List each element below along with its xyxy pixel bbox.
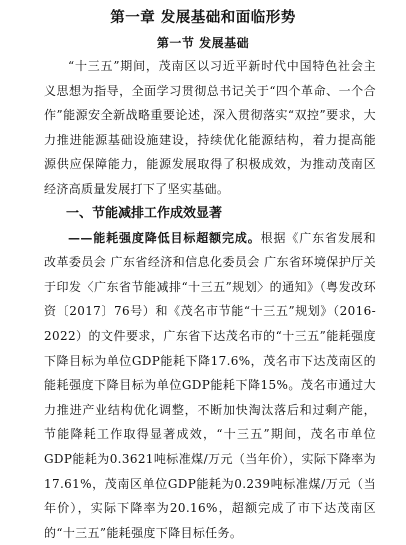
intro-paragraph: “十三五”期间，茂南区以习近平新时代中国特色社会主义思想为指导，全面学习贯彻总书记关于“四个革命、一个合作”能源安全新战略重要论述，深入贯彻落实“双控”要求，大力推进能源基础设施建设，持续优化能源结构，着力提高能源供应保障能力，能源发展取得了积极成效，为推动茂南区经济高质量发展打下了坚实基础。 bbox=[44, 59, 376, 196]
section-title: 第一节 发展基础 bbox=[156, 36, 250, 50]
heading-energy-saving: 一、节能减排工作成效显著 bbox=[66, 205, 223, 221]
body-paragraph bbox=[44, 226, 376, 545]
body-text: 根据《广东省发展和改革委员会 广东省经济和信息化委员会 广东省环境保护厅关于印发〈广东省节能减排“十三五”规划〉的通知》（粤发改环资〔2017〕76号）和《茂名市节能“十三五”规划》（2016-2022）的文件要求，广东省下达茂名市的“十三五”能耗强度下降目标为单位GDP能耗下降17.6%，茂名市下达茂南区的能耗强度下降目标为单位GDP能耗下降15%。茂名市通过大力推进产业结构优化调整，不断加快淘汰落后和过剩产能，节能降耗工作取得显著成效，“十三五”期间，茂名市单位GDP能耗为0.3621吨标准煤/万元（当年价），实际下降率为17.61%，茂南区单位GDP能耗为0.239吨标准煤/万元（当年价），实际下降率为20.16%，超额完成了市下达茂南区的“十三五”能耗强度下降目标任务。 bbox=[44, 230, 376, 540]
chapter-title: 第一章 发展基础和面临形势 bbox=[110, 10, 296, 26]
body-lead: ——能耗强度降低目标超额完成。 bbox=[68, 230, 261, 245]
